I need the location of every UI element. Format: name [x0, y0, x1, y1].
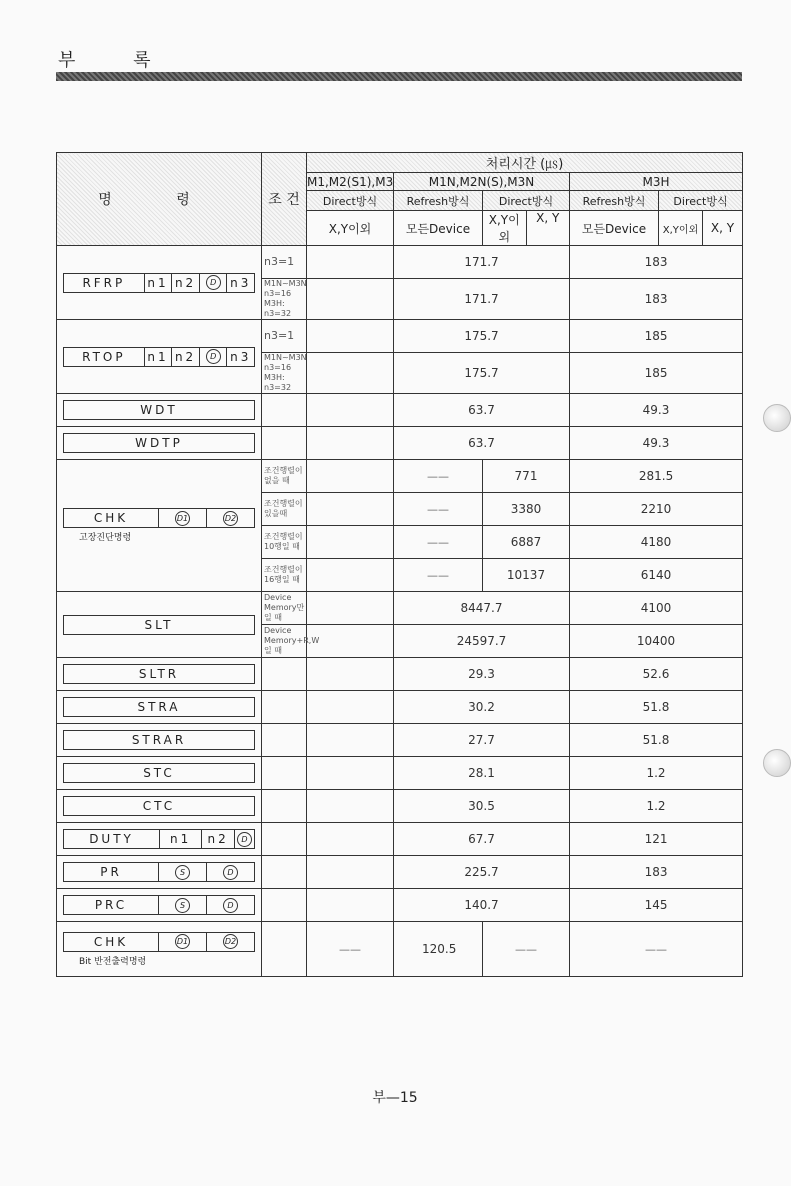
instruction-name: CTC: [142, 799, 176, 813]
value-cell: 175.7: [394, 320, 570, 353]
instruction-stc: [63, 763, 255, 783]
page-header-title: 부 록: [58, 50, 177, 71]
instruction-name: RTOP: [82, 349, 126, 364]
value-cell: 10400: [570, 625, 743, 658]
instruction-name: WDT: [140, 403, 178, 417]
instruction-name: PRC: [94, 898, 128, 912]
operand-circle: D2: [223, 934, 238, 949]
instruction-wdt: [63, 400, 255, 420]
operand: n3: [226, 274, 254, 292]
header-g3-dev-all: 모든Device: [570, 211, 659, 246]
condition-cell: 조건행렬이 없을 때: [262, 460, 307, 493]
header-g3-refresh: Refresh방식: [570, 191, 659, 211]
value-cell: 771: [483, 460, 570, 493]
value-cell: 63.7: [394, 427, 570, 460]
instruction-chk-bit: [63, 932, 255, 952]
header-g2-dev-all: 모든Device: [394, 211, 483, 246]
value-cell: 67.7: [394, 823, 570, 856]
value-cell: 28.1: [394, 757, 570, 790]
condition-cell: Device Memory+R,W 일 때: [262, 625, 307, 658]
value-cell: 175.7: [394, 353, 570, 394]
condition-cell: M1N~M3N n3=16 M3H: n3=32: [262, 279, 307, 320]
value-cell: 4100: [570, 592, 743, 625]
value-cell: 63.7: [394, 394, 570, 427]
instruction-name: CHK: [93, 511, 129, 525]
dash-cell: ——: [394, 493, 483, 526]
header-g2-direct: Direct방식: [483, 191, 570, 211]
value-cell: 183: [570, 279, 743, 320]
operand: n3: [226, 348, 254, 366]
value-cell: 1.2: [570, 790, 743, 823]
condition-cell: 조건행렬이 있을때: [262, 493, 307, 526]
operand-circle: D: [206, 275, 221, 290]
value-cell: 121: [570, 823, 743, 856]
instruction-wdtp: [63, 433, 255, 453]
table-row: [57, 724, 743, 757]
condition-cell: 조건행렬이 10행일 때: [262, 526, 307, 559]
value-cell: 120.5: [394, 922, 483, 977]
value-cell: 49.3: [570, 427, 743, 460]
instruction-name: RFRP: [82, 275, 126, 290]
instruction-pr: [63, 862, 255, 882]
value-cell: 51.8: [570, 691, 743, 724]
operand: n2: [201, 830, 234, 848]
table-row: [57, 790, 743, 823]
dash-cell: ——: [394, 460, 483, 493]
table-row: [57, 320, 743, 353]
dash-cell: ——: [483, 922, 570, 977]
value-cell: 51.8: [570, 724, 743, 757]
header-g2-dev-notxy: X,Y이외: [483, 211, 527, 245]
header-g1-dev: X,Y이외: [307, 211, 394, 246]
page-number: 부—15: [372, 1090, 418, 1106]
instruction-name: WDTP: [135, 436, 183, 450]
header-g2-refresh: Refresh방식: [394, 191, 483, 211]
value-cell: 29.3: [394, 658, 570, 691]
operand-circle: D2: [223, 511, 238, 526]
instruction-rtop: [63, 347, 255, 367]
operand-circle: S: [175, 898, 190, 913]
header-g1-mode: Direct방식: [307, 191, 394, 211]
binder-hole: [763, 404, 791, 432]
instruction-subtitle: Bit 반전출력명령: [79, 956, 147, 967]
value-cell: 6140: [570, 559, 743, 592]
value-cell: 49.3: [570, 394, 743, 427]
condition-cell: Device Memory만 일 때: [262, 592, 307, 625]
operand: n1: [144, 274, 172, 292]
value-cell: 1.2: [570, 757, 743, 790]
condition-cell: M1N~M3N n3=16 M3H: n3=32: [262, 353, 307, 394]
value-cell: 225.7: [394, 856, 570, 889]
instruction-name: STRAR: [131, 733, 187, 747]
table-row: [57, 922, 743, 977]
table-row: [57, 856, 743, 889]
table-row: [57, 592, 743, 625]
processing-time-table: [56, 152, 743, 977]
instruction-chk: [63, 508, 255, 528]
instruction-ctc: [63, 796, 255, 816]
header-g2-dev-xy: X, Y: [536, 211, 560, 225]
instruction-prc: [63, 895, 255, 915]
value-cell: 185: [570, 320, 743, 353]
value-cell: 2210: [570, 493, 743, 526]
operand: n1: [144, 348, 172, 366]
header-bar: [56, 72, 742, 81]
value-cell: 183: [570, 856, 743, 889]
header-command: 명 령: [57, 153, 262, 246]
instruction-name: STRA: [137, 700, 181, 714]
binder-hole: [763, 749, 791, 777]
operand-circle: D: [223, 865, 238, 880]
instruction-name: STC: [143, 766, 175, 780]
operand-circle: D: [237, 832, 252, 847]
condition-cell: 조건행렬이 16행일 때: [262, 559, 307, 592]
header-condition: 조 건: [262, 153, 307, 246]
header-g3-dev-xy: X, Y: [703, 211, 743, 246]
operand-circle: D1: [175, 934, 190, 949]
instruction-name: SLTR: [138, 667, 180, 681]
instruction-name: PR: [100, 865, 122, 879]
operand: n1: [159, 830, 201, 848]
value-cell: 171.7: [394, 246, 570, 279]
operand-circle: D1: [175, 511, 190, 526]
dash-cell: ——: [394, 559, 483, 592]
header-g3-dev-notxy: X,Y이외: [659, 211, 703, 246]
value-cell: 10137: [483, 559, 570, 592]
instruction-stra: [63, 697, 255, 717]
value-cell: 281.5: [570, 460, 743, 493]
instruction-sltr: [63, 664, 255, 684]
value-cell: 140.7: [394, 889, 570, 922]
value-cell: 4180: [570, 526, 743, 559]
instruction-rfrp: [63, 273, 255, 293]
table-row: [57, 889, 743, 922]
value-cell: 6887: [483, 526, 570, 559]
value-cell: 3380: [483, 493, 570, 526]
table-row: [57, 691, 743, 724]
header-g3-direct: Direct방식: [659, 191, 743, 211]
value-cell: 30.5: [394, 790, 570, 823]
dash-cell: ——: [394, 526, 483, 559]
table-row: [57, 460, 743, 493]
operand-circle: S: [175, 865, 190, 880]
value-cell: 8447.7: [394, 592, 570, 625]
table-row: [57, 246, 743, 279]
value-cell: 185: [570, 353, 743, 394]
dash-cell: ——: [570, 922, 743, 977]
header-processing-time: 처리시간 (㎲): [307, 153, 743, 173]
header-group-m1n: M1N,M2N(S),M3N: [394, 173, 570, 191]
operand-circle: D: [223, 898, 238, 913]
value-cell: 30.2: [394, 691, 570, 724]
header-group-m1: M1,M2(S1),M3: [307, 174, 394, 189]
instruction-subtitle: 고장진단명령: [79, 533, 132, 543]
table-row: [57, 757, 743, 790]
value-cell: 171.7: [394, 279, 570, 320]
value-cell: 145: [570, 889, 743, 922]
condition-cell: n3=1: [262, 320, 307, 353]
instruction-name: DUTY: [89, 832, 134, 846]
operand: n2: [171, 348, 199, 366]
header-group-m3h: M3H: [570, 173, 743, 191]
instruction-name: CHK: [93, 934, 129, 949]
condition-cell: n3=1: [262, 246, 307, 279]
value-cell: 27.7: [394, 724, 570, 757]
table-row: [57, 427, 743, 460]
value-cell: 52.6: [570, 658, 743, 691]
table-row: [57, 823, 743, 856]
instruction-name: SLT: [144, 617, 174, 632]
value-cell: 24597.7: [394, 625, 570, 658]
table-row: [57, 394, 743, 427]
operand-circle: D: [206, 349, 221, 364]
value-cell: 183: [570, 246, 743, 279]
table-row: [57, 658, 743, 691]
dash-cell: ——: [307, 922, 394, 977]
instruction-slt: [63, 615, 255, 635]
instruction-strar: [63, 730, 255, 750]
instruction-duty: [63, 829, 255, 849]
operand: n2: [171, 274, 199, 292]
